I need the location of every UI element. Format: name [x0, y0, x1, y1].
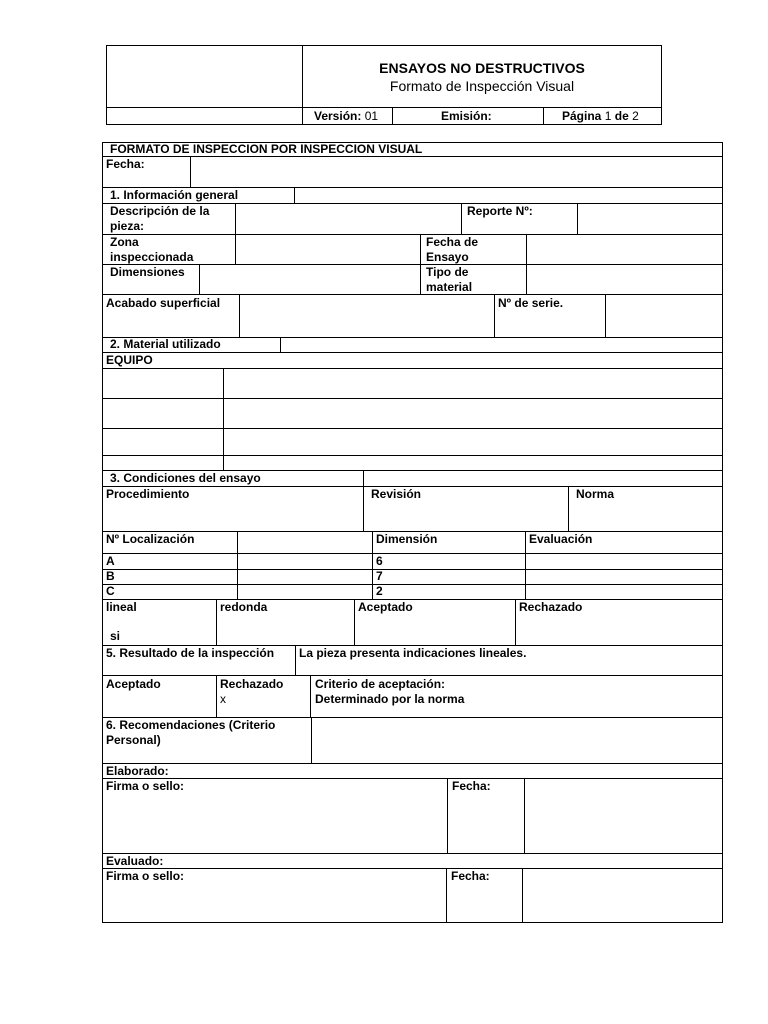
dimensions-label: Dimensiones: [110, 265, 185, 279]
rule: [237, 531, 238, 600]
surface-finish-label: Acabado superficial: [106, 296, 221, 310]
report-number-label: Reporte Nº:: [467, 204, 533, 218]
rule: [102, 553, 723, 554]
rule: [102, 368, 723, 369]
form-title: FORMATO DE INSPECCION POR INSPECCION VISUAL: [110, 142, 423, 156]
rule: [605, 294, 606, 338]
dim-row-a: 6: [376, 554, 383, 568]
rule: [106, 45, 662, 46]
zone-line2: inspeccionada: [110, 250, 194, 264]
rule: [102, 569, 723, 570]
rule: [106, 124, 662, 125]
result-rejected-mark: x: [220, 692, 226, 706]
rule: [515, 599, 516, 646]
rule: [446, 868, 447, 923]
rule: [294, 187, 295, 204]
rule: [363, 470, 364, 532]
rule: [102, 584, 723, 585]
test-date-label: [426, 235, 478, 265]
linear-label: lineal: [106, 600, 137, 614]
test-date-line1: Fecha de: [426, 235, 479, 249]
rule: [543, 107, 544, 125]
recommendations-line2: Personal): [106, 733, 161, 747]
rule: [102, 455, 723, 456]
loc-row-c: C: [106, 584, 115, 598]
rule: [525, 531, 526, 600]
page-of: de: [614, 109, 629, 123]
rule: [102, 428, 723, 429]
rule: [568, 486, 569, 532]
evaluation-header: Evaluación: [529, 532, 593, 546]
accepted-label: Aceptado: [358, 600, 413, 614]
result-accepted-label: Aceptado: [106, 677, 161, 691]
rule: [102, 234, 723, 235]
recommendations-label: [106, 718, 275, 748]
rule: [102, 868, 723, 869]
rule: [102, 352, 723, 353]
rule: [354, 599, 355, 646]
rule: [102, 675, 723, 676]
section5-title: 5. Resultado de la inspección: [106, 646, 275, 660]
rule: [102, 264, 723, 265]
document-title: ENSAYOS NO DESTRUCTIVOS: [379, 60, 585, 76]
dim-row-b: 7: [376, 569, 383, 583]
rule: [524, 778, 525, 854]
loc-row-b: B: [106, 569, 115, 583]
acceptance-criteria: [315, 677, 464, 707]
section2-title: 2. Material utilizado: [110, 337, 221, 351]
rule: [447, 778, 448, 854]
version-label: Versión:: [314, 109, 362, 123]
revision-label: Revisión: [371, 487, 422, 501]
rule: [494, 294, 495, 338]
form-border-right: [722, 142, 723, 923]
piece-description-line1: Descripción de la: [110, 204, 210, 218]
procedure-label: Procedimiento: [106, 487, 190, 501]
prepared-label: Elaborado:: [106, 764, 169, 778]
rule: [102, 294, 723, 295]
rejected-label: Rechazado: [519, 600, 583, 614]
rule: [216, 675, 217, 718]
recommendations-line1: 6. Recomendaciones (Criterio: [106, 718, 276, 732]
result-text: La pieza presenta indicaciones lineales.: [299, 646, 527, 660]
test-date-line2: Ensayo: [426, 250, 469, 264]
standard-label: Norma: [576, 487, 615, 501]
rule: [295, 645, 296, 676]
rule: [311, 717, 312, 764]
page-current: 1: [604, 109, 612, 123]
section3-title: 3. Condiciones del ensayo: [110, 471, 261, 485]
form-border-left: [102, 142, 103, 923]
zone-line1: Zona: [110, 235, 139, 249]
evaluated-date-label: Fecha:: [451, 869, 490, 883]
section1-title: 1. Información general: [110, 188, 239, 202]
page-label: Página: [562, 109, 602, 123]
rule: [461, 203, 462, 235]
rule: [216, 599, 217, 646]
version-value: 01: [364, 109, 379, 123]
rule: [522, 868, 523, 923]
version-field: [314, 109, 378, 124]
rule: [102, 763, 723, 764]
localization-header: Nº Localización: [106, 532, 195, 546]
rule: [106, 45, 107, 125]
page-indicator: [562, 109, 639, 124]
rule: [102, 398, 723, 399]
prepared-date-label: Fecha:: [452, 779, 491, 793]
serial-number-label: Nº de serie.: [498, 296, 564, 310]
rule: [102, 853, 723, 854]
material-type-label: [426, 265, 472, 295]
rule: [102, 922, 723, 923]
rule: [310, 675, 311, 718]
material-type-line2: material: [426, 280, 473, 294]
emission-label: Emisión:: [441, 109, 492, 123]
equipment-label: EQUIPO: [106, 353, 153, 367]
rule: [190, 156, 191, 188]
rule: [239, 294, 240, 338]
date-label: Fecha:: [106, 157, 145, 171]
dim-row-c: 2: [376, 584, 383, 598]
zone-label: [110, 235, 193, 265]
rule: [280, 337, 281, 353]
rule: [577, 203, 578, 235]
rule: [102, 778, 723, 779]
result-rejected-label: Rechazado: [220, 677, 284, 691]
rule: [235, 203, 236, 265]
piece-description-label: [110, 204, 209, 234]
prepared-signature-label: Firma o sello:: [106, 779, 185, 793]
rule: [223, 368, 224, 471]
evaluated-label: Evaluado:: [106, 854, 164, 868]
rule: [392, 107, 393, 125]
evaluated-signature-label: Firma o sello:: [106, 869, 185, 883]
criteria-line1: Criterio de aceptación:: [315, 677, 446, 691]
material-type-line1: Tipo de: [426, 265, 469, 279]
criteria-line2: Determinado por la norma: [315, 692, 465, 706]
linear-value: si: [110, 629, 121, 643]
loc-row-a: A: [106, 554, 115, 568]
page-total: 2: [632, 109, 639, 123]
piece-description-line2: pieza:: [110, 219, 145, 233]
rule: [526, 234, 527, 295]
document-subtitle: Formato de Inspección Visual: [389, 78, 575, 94]
rule: [420, 234, 421, 295]
rule: [372, 531, 373, 600]
rule: [199, 264, 200, 295]
dimension-header: Dimensión: [376, 532, 438, 546]
rule: [106, 107, 662, 108]
round-label: redonda: [220, 600, 268, 614]
